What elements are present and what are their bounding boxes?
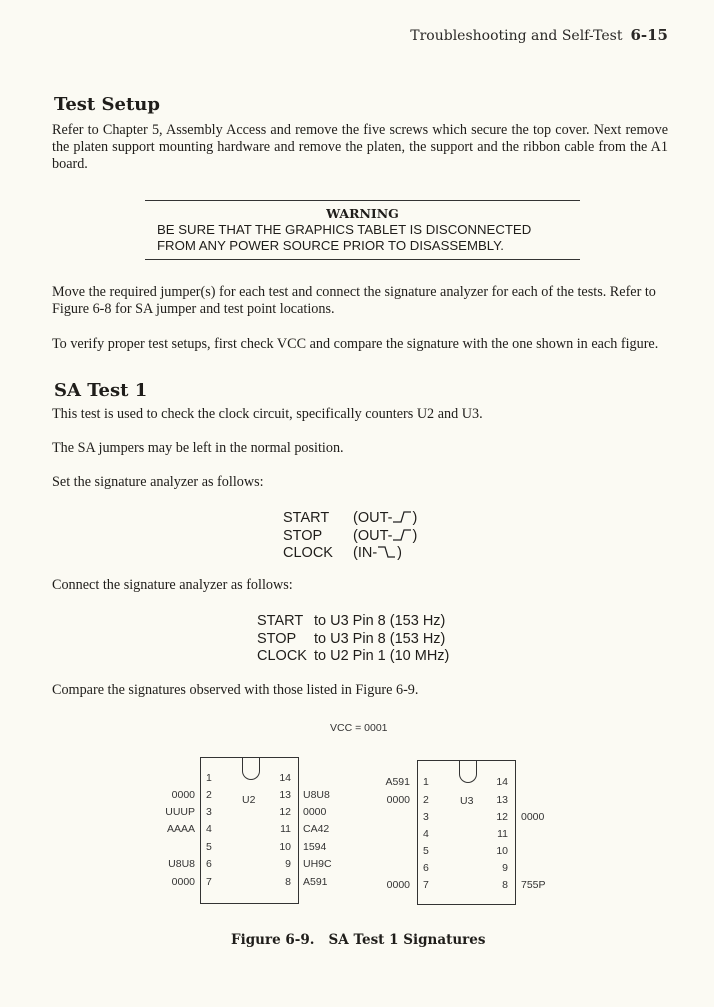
pin-signature: AAAA <box>166 823 195 835</box>
pin-number: 14 <box>496 776 508 788</box>
analyzer-connections <box>257 613 449 666</box>
warning-rule-bottom <box>145 259 580 260</box>
warning-box <box>145 206 580 254</box>
connection-name: STOP <box>257 630 297 647</box>
connection-name: START <box>257 613 304 629</box>
chip-label: U2 <box>242 794 256 806</box>
pin-number: 12 <box>279 806 291 818</box>
figure-caption: Figure 6-9. SA Test 1 Signatures <box>231 932 486 948</box>
pin-number: 12 <box>496 811 508 823</box>
pin-number: 13 <box>279 789 291 801</box>
sa-jumpers-note: The SA jumpers may be left in the normal position. <box>52 440 344 456</box>
pin-signature: U8U8 <box>168 858 195 870</box>
pin-number: 11 <box>280 823 291 835</box>
pin-number: 9 <box>285 858 291 870</box>
pin-signature: A591 <box>385 776 410 788</box>
pin-signature: A591 <box>303 876 328 888</box>
pin-signature: UUUP <box>165 806 195 818</box>
setting-name: CLOCK <box>283 545 333 561</box>
vcc-signature: VCC = 0001 <box>330 722 388 734</box>
chip-notch-icon <box>459 760 477 783</box>
set-analyzer-label: Set the signature analyzer as follows: <box>52 474 264 490</box>
heading-test-setup: Test Setup <box>54 94 160 115</box>
compare-label: Compare the signatures observed with those listed in Figure 6-9. <box>52 682 419 698</box>
pin-number: 11 <box>497 828 508 840</box>
chip-notch-icon <box>242 757 260 780</box>
pin-number: 4 <box>423 828 429 840</box>
pin-number: 5 <box>423 845 429 857</box>
pin-number: 1 <box>206 772 212 784</box>
pin-number: 10 <box>496 845 508 857</box>
pin-number: 13 <box>496 794 508 806</box>
setting-suffix: ) <box>412 527 418 544</box>
warning-title: WARNING <box>326 206 399 221</box>
setting-row-stop <box>283 528 417 546</box>
warning-line-2: FROM ANY POWER SOURCE PRIOR TO DISASSEMBLY. <box>157 238 504 253</box>
pin-number: 8 <box>502 879 508 891</box>
pin-number: 7 <box>206 876 212 888</box>
page-number: 6-15 <box>630 26 668 44</box>
connect-analyzer-label: Connect the signature analyzer as follows: <box>52 577 293 593</box>
chip-label: U3 <box>460 795 474 807</box>
connection-name: CLOCK <box>257 648 307 664</box>
pin-signature: CA42 <box>303 823 330 835</box>
pin-number: 14 <box>279 772 291 784</box>
pin-number: 3 <box>206 806 212 818</box>
pin-signature: 755P <box>521 879 546 891</box>
pin-number: 9 <box>502 862 508 874</box>
jumpers-paragraph: Move the required jumper(s) for each test and connect the signature analyzer for each of the tests. Refer to Figure 6-8 for SA jumper and test point locations. <box>52 284 656 317</box>
setting-value: (IN- <box>353 545 378 561</box>
connection-target: to U3 Pin 8 (153 Hz) <box>314 630 446 647</box>
pin-number: 4 <box>206 823 212 835</box>
falling-edge-icon <box>377 545 397 559</box>
warning-line-1: BE SURE THAT THE GRAPHICS TABLET IS DISCONNECTED <box>157 222 532 237</box>
pin-number: 7 <box>423 879 429 891</box>
verify-paragraph: To verify proper test setups, first check VCC and compare the signature with the one shown in each figure. <box>52 336 659 352</box>
running-header <box>410 26 668 44</box>
pin-signature: 0000 <box>303 806 327 818</box>
sa-test-intro: This test is used to check the clock circuit, specifically counters U2 and U3. <box>52 406 483 422</box>
setting-suffix: ) <box>412 510 418 526</box>
test-setup-body: Refer to Chapter 5, Assembly Access and remove the five screws which secure the top cover. Next remove the platen support mounting hardware and remove the platen, the support and the ribbon cable from the A1 board. <box>52 122 668 172</box>
connection-target: to U2 Pin 1 (10 MHz) <box>314 648 450 664</box>
pin-number: 3 <box>423 811 429 823</box>
pin-number: 8 <box>285 876 291 888</box>
pin-number: 2 <box>206 789 212 801</box>
rising-edge-icon <box>392 528 412 542</box>
pin-number: 6 <box>206 858 212 870</box>
pin-number: 10 <box>279 841 291 853</box>
pin-signature: 0000 <box>171 789 195 801</box>
pin-signature: 0000 <box>171 876 195 888</box>
setting-row-clock <box>283 545 417 563</box>
pin-signature: 0000 <box>521 811 545 823</box>
setting-value: (OUT- <box>353 527 393 544</box>
connection-row <box>257 631 449 649</box>
setting-row-start <box>283 510 417 528</box>
setting-name: STOP <box>283 527 323 544</box>
heading-sa-test-1: SA Test 1 <box>54 380 148 401</box>
pin-number: 5 <box>206 841 212 853</box>
connection-target: to U3 Pin 8 (153 Hz) <box>314 613 446 629</box>
pin-signature: 0000 <box>386 879 410 891</box>
setting-suffix: ) <box>397 545 403 561</box>
setting-name: START <box>283 510 330 526</box>
setting-value: (OUT- <box>353 510 393 526</box>
analyzer-settings <box>283 510 417 563</box>
header-title: Troubleshooting and Self-Test <box>410 28 623 44</box>
connection-row <box>257 648 449 666</box>
rising-edge-icon <box>392 510 412 524</box>
connection-row <box>257 613 449 631</box>
pin-signature: UH9C <box>303 858 332 870</box>
pin-number: 6 <box>423 862 429 874</box>
pin-number: 2 <box>423 794 429 806</box>
pin-signature: U8U8 <box>303 789 330 801</box>
pin-signature: 0000 <box>386 794 410 806</box>
pin-signature: 1594 <box>303 841 327 853</box>
warning-rule-top <box>145 200 580 201</box>
pin-number: 1 <box>423 776 429 788</box>
